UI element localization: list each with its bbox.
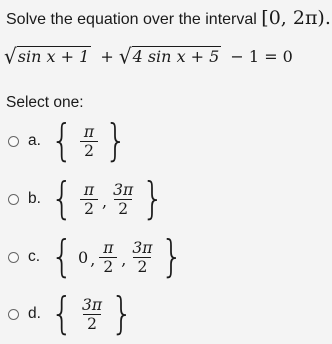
radio-button[interactable] <box>8 136 19 147</box>
numerator: π <box>83 180 95 199</box>
equation <box>4 43 293 69</box>
equation-tail: − 1 = 0 <box>225 47 293 66</box>
radicand-1: sin x + 1 <box>17 47 90 66</box>
comma: , <box>90 250 96 269</box>
option-letter: b. <box>28 190 41 207</box>
numerator: 3π <box>113 180 134 199</box>
fraction <box>80 123 98 160</box>
numerator: 3π <box>82 295 103 314</box>
radio-button[interactable] <box>8 309 19 320</box>
plus-sign: + <box>95 47 119 66</box>
denominator: 2 <box>80 141 98 160</box>
radio-button[interactable] <box>8 252 19 263</box>
option-letter: c. <box>28 248 41 265</box>
comma: , <box>121 250 127 269</box>
answer-set <box>48 173 167 224</box>
fraction <box>130 239 154 276</box>
option-a[interactable] <box>8 114 130 168</box>
question-prompt: Solve the equation over the interval <box>6 11 257 28</box>
open-brace: { <box>50 115 74 166</box>
close-brace: } <box>110 288 134 339</box>
open-brace: { <box>50 173 74 224</box>
comma: , <box>102 192 108 211</box>
radicand-2: 4 sin x + 5 <box>132 47 220 66</box>
radical-sign-icon: √ <box>4 43 17 69</box>
open-brace: { <box>50 231 74 282</box>
option-letter: a. <box>28 132 41 149</box>
denominator: 2 <box>99 257 117 276</box>
option-d[interactable] <box>8 287 136 341</box>
denominator: 2 <box>83 314 101 333</box>
answer-set <box>48 231 186 282</box>
question-interval: [0, 2π). <box>261 7 331 29</box>
numerator: π <box>83 122 95 141</box>
fraction <box>80 296 104 333</box>
fraction <box>111 181 135 218</box>
denominator: 2 <box>133 257 151 276</box>
close-brace: } <box>104 115 128 166</box>
option-b[interactable] <box>8 172 167 226</box>
close-brace: } <box>141 173 165 224</box>
close-brace: } <box>161 231 184 282</box>
option-c[interactable] <box>8 230 186 284</box>
radical-2 <box>118 43 222 69</box>
option-letter: d. <box>28 305 41 322</box>
fraction <box>99 239 117 276</box>
answer-set <box>48 115 130 166</box>
value-zero: 0 <box>78 247 89 267</box>
question-text <box>6 7 331 29</box>
denominator: 2 <box>114 199 132 218</box>
radio-button[interactable] <box>8 194 19 205</box>
fraction <box>80 181 98 218</box>
numerator: 3π <box>132 238 153 257</box>
numerator: π <box>103 238 114 257</box>
radical-sign-icon: √ <box>118 43 132 69</box>
denominator: 2 <box>80 199 98 218</box>
select-one-label: Select one: <box>6 94 84 111</box>
open-brace: { <box>50 288 74 339</box>
radical-1 <box>4 43 91 69</box>
answer-set <box>48 288 136 339</box>
